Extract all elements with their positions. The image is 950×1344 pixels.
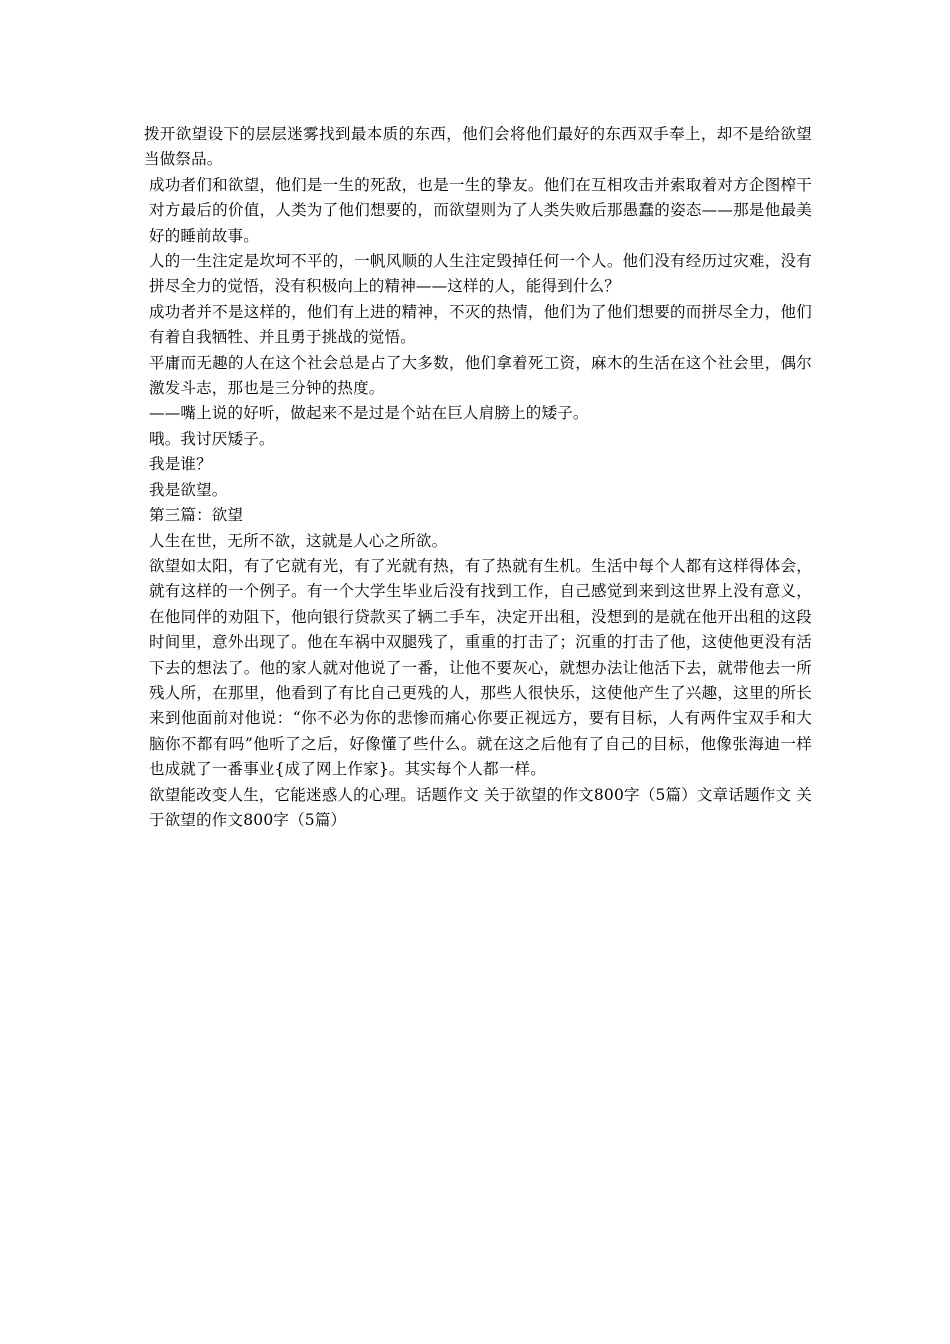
paragraph-8: 我是谁？ xyxy=(149,455,212,474)
paragraph-6: ——嘴上说的好听，做起来不是过是个站在巨人肩膀上的矮子。 xyxy=(149,404,589,423)
paragraph-5: 平庸而无趣的人在这个社会总是占了大多数，他们拿着死工资，麻木的生活在这个社会里，偶尔激发斗志，那也是三分钟的热度。 xyxy=(149,353,812,398)
paragraph-1: 拨开欲望设下的层层迷雾找到最本质的东西，他们会将他们最好的东西双手奉上，却不是给欲望当做祭品。 xyxy=(144,125,812,169)
paragraph-3: 人的一生注定是坎坷不平的，一帆风顺的人生注定毁掉任何一个人。他们没有经历过灾难，没有拼尽全力的觉悟，没有积极向上的精神——这样的人，能得到什么？ xyxy=(149,252,812,296)
paragraph-4: 成功者并不是这样的，他们有上进的精神，不灭的热情，他们为了他们想要的而拼尽全力，他们有着自我牺牲、并且勇于挑战的觉悟。 xyxy=(149,302,812,347)
paragraph-2: 成功者们和欲望，他们是一生的死敌，也是一生的挚友。他们在互相攻击并索取着对方企图榨干对方最后的价值，人类为了他们想要的，而欲望则为了人类失败后那愚蠢的姿态——那是他最美好的睡前故事。 xyxy=(149,175,812,245)
paragraph-9: 我是欲望。 xyxy=(149,480,228,499)
paragraph-12: 欲望能改变人生，它能迷惑人的心理。话题作文 关于欲望的作文800字（5篇）文章话题作文 关于欲望的作文800字（5篇） xyxy=(149,785,812,829)
document-body xyxy=(144,122,812,833)
paragraph-11: 欲望如太阳，有了它就有光，有了光就有热，有了热就有生机。生活中每个人都有这样得体会，就有这样的一个例子。有一个大学生毕业后没有找到工作，自己感觉到来到这世界上没有意义，在他同伴的劝阻下，他向银行贷款买了辆二手车，决定开出租，没想到的是就在他开出租的这段时间里，意外出现了。他在车祸中双腿残了，重重的打击了；沉重的打击了他，这使他更没有活下去的想法了。他的家人就对他说了一番，让他不要灰心，就想办法让他活下去，就带他去一所残人所，在那里，他看到了有比自己更残的人，那些人很快乐，这使他产生了兴趣，这里的所长来到他面前对他说：“你不必为你的悲惨而痛心你要正视远方，要有目标，人有两件宝双手和大脑你不都有吗”他听了之后，好像懂了些什么。就在这之后他有了自己的目标，他像张海迪一样也成就了一番事业{成了网上作家}。其实每个人都一样。 xyxy=(149,556,812,779)
paragraph-10: 人生在世，无所不欲，这就是人心之所欲。 xyxy=(149,531,448,550)
paragraph-7: 哦。我讨厌矮子。 xyxy=(149,429,275,448)
section-heading: 第三篇：欲望 xyxy=(149,506,244,525)
